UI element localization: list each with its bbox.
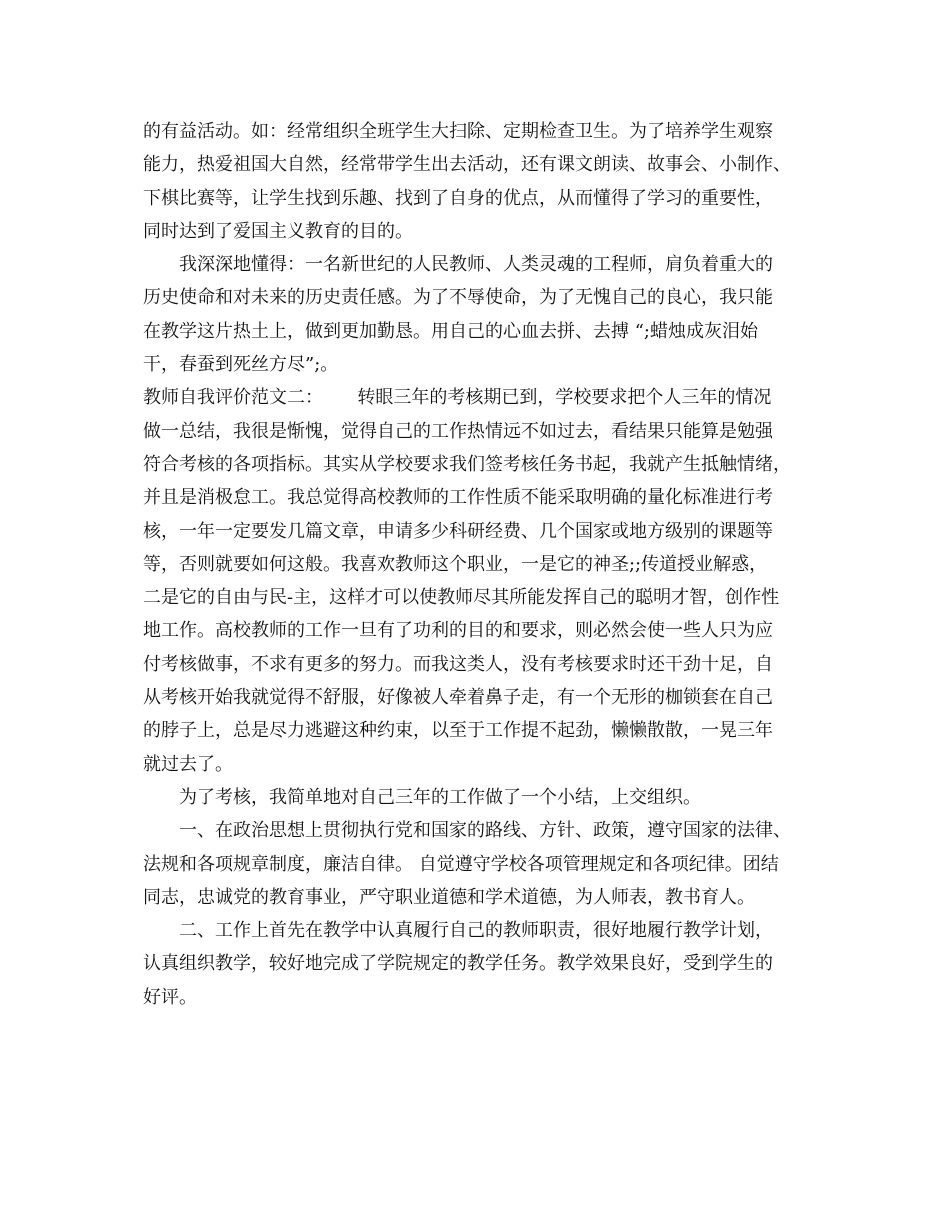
text-line: 地工作。高校教师的工作一旦有了功利的目的和要求，则必然会使一些人只为应	[143, 620, 773, 642]
text-line: 等，否则就要如何这般。我喜欢教师这个职业，一是它的神圣;;传道授业解惑，	[143, 553, 768, 575]
text-line: 的有益活动。如：经常组织全班学生大扫除、定期检查卫生。为了培养学生观察	[143, 121, 773, 142]
text-line: 历史使命和对未来的历史责任感。为了不辱使命，为了无愧自己的良心，我只能	[143, 287, 773, 309]
text-line: 下棋比赛等，让学生找到乐趣、找到了自身的优点，从而懂得了学习的重要性，	[143, 187, 773, 209]
paragraph-start-line: 二、工作上首先在教学中认真履行自己的教师职责，很好地履行教学计划，	[179, 920, 773, 942]
text-line: 认真组织教学，较好地完成了学院规定的教学任务。教学效果良好，受到学生的	[143, 953, 773, 975]
text-line: 从考核开始我就觉得不舒服，好像被人牵着鼻子走，有一个无形的枷锁套在自己	[143, 687, 773, 709]
text-line: 就过去了。	[143, 753, 233, 775]
text-line: 在教学这片热土上，做到更加勤恳。用自己的心血去拼、去搏 “;蜡烛成灰泪始	[143, 320, 758, 342]
text-line: 做一总结，我很是惭愧，觉得自己的工作热情远不如过去，看结果只能算是勉强	[143, 420, 773, 442]
text-line: 法规和各项规章制度，廉洁自律。 自觉遵守学校各项管理规定和各项纪律。团结	[143, 853, 779, 875]
text-line: 付考核做事，不求有更多的努力。而我这类人，没有考核要求时还干劲十足，自	[143, 653, 773, 675]
text-line: 符合考核的各项指标。其实从学校要求我们签考核任务书起，我就产生抵触情绪，	[143, 453, 791, 475]
text-line: 同志，忠诚党的教育事业，严守职业道德和学术道德，为人师表，教书育人。	[143, 886, 755, 908]
text-line: 同时达到了爱国主义教育的目的。	[143, 220, 413, 242]
document-body	[143, 115, 813, 1014]
paragraph-start-line: 一、在政治思想上贯彻执行党和国家的路线、方针、政策，遵守国家的法律、	[179, 820, 791, 842]
paragraph-start-line: 为了考核，我简单地对自己三年的工作做了一个小结，上交组织。	[179, 786, 701, 808]
text-line: 核，一年一定要发几篇文章，申请多少科研经费、几个国家或地方级别的课题等	[143, 520, 773, 542]
text-line: 干，春蚕到死丝方尽”;。	[143, 354, 339, 376]
text-line: 好评。	[143, 986, 197, 1008]
text-line: 能力，热爱祖国大自然，经常带学生出去活动，还有课文朗读、故事会、小制作、	[143, 154, 791, 176]
section-heading-line: 教师自我评价范文二： 转眼三年的考核期已到，学校要求把个人三年的情况	[143, 387, 772, 409]
text-line: 二是它的自由与民-主，这样才可以使教师尽其所能发挥自己的聪明才智，创作性	[143, 587, 780, 609]
text-line: 的脖子上，总是尽力逃避这种约束，以至于工作提不起劲，懒懒散散，一晃三年	[143, 720, 773, 742]
text-line: 并且是消极怠工。我总觉得高校教师的工作性质不能采取明确的量化标准进行考	[143, 487, 773, 509]
paragraph-start-line: 我深深地懂得：一名新世纪的人民教师、人类灵魂的工程师，肩负着重大的	[179, 254, 773, 276]
